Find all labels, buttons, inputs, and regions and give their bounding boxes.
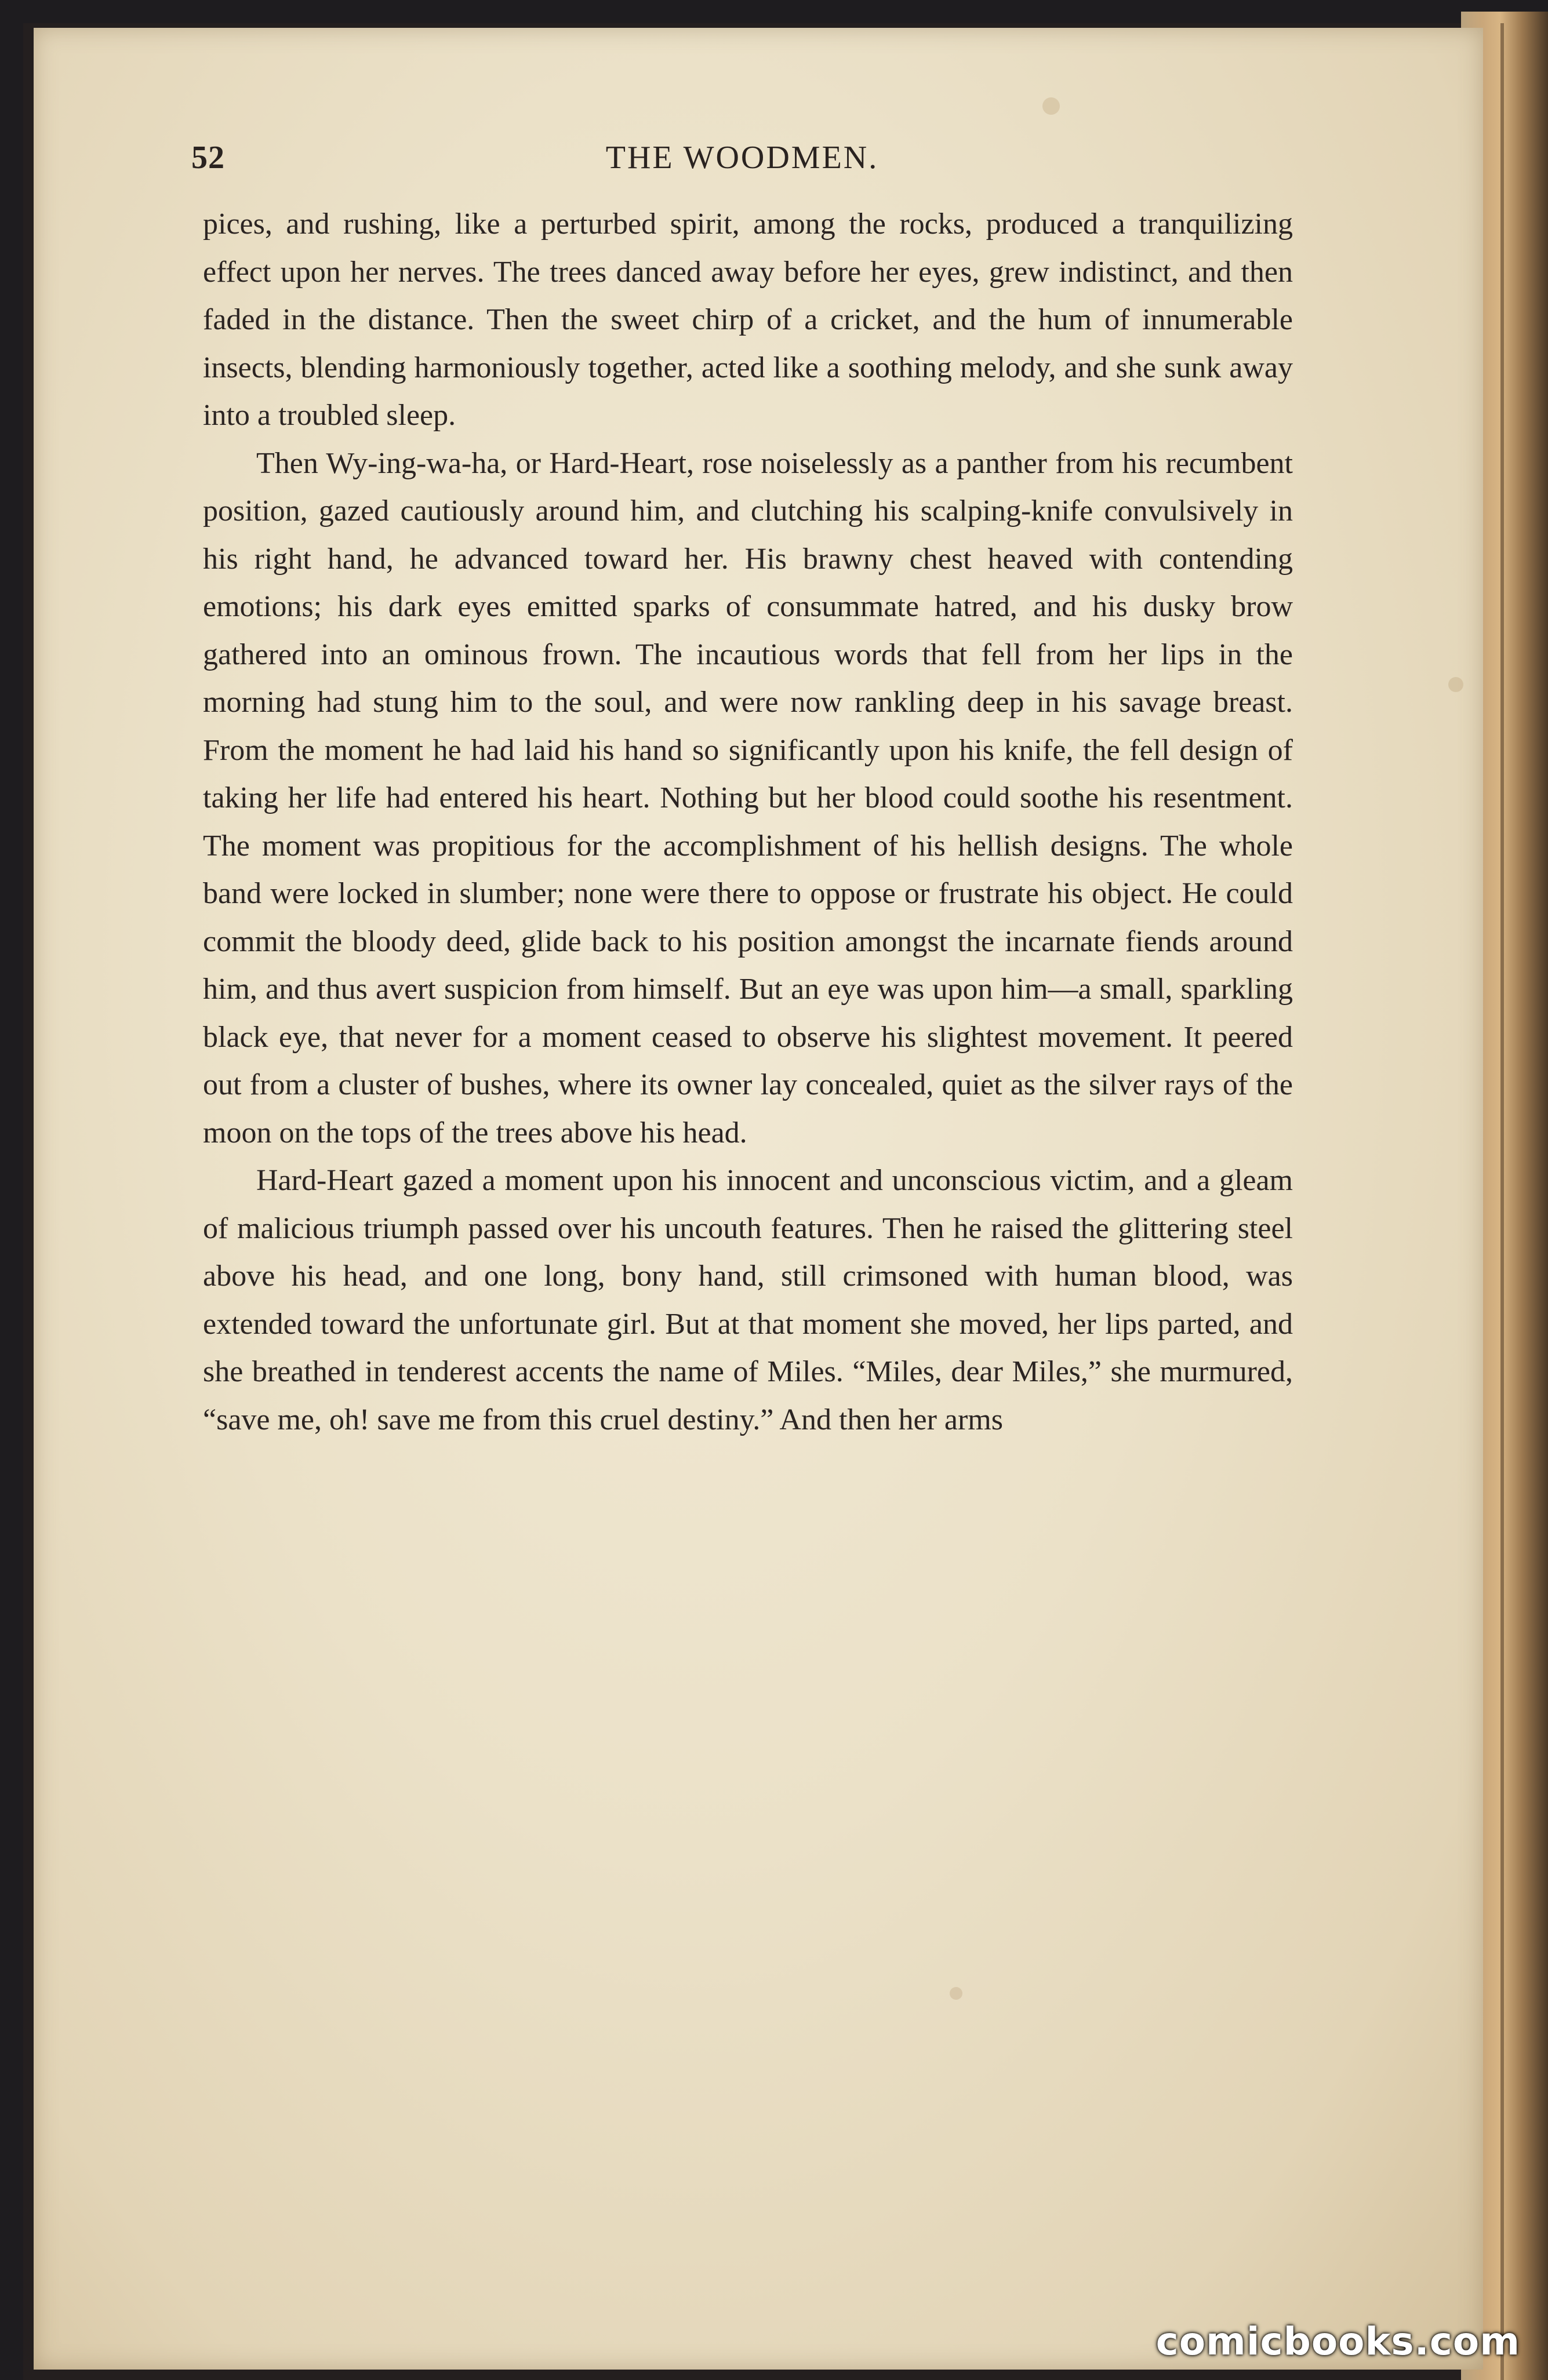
paragraph-continued: pices, and rushing, like a perturbed spirit, among the rocks, produced a tranquilizing effect upon her nerves. The trees danced away before her eyes, grew indistinct, and then faded in the distance. Then the sweet chirp of a cricket, and the hum of innumerable insects, blending harmoniously together, acted like a soothing melody, and she sunk away into a troubled sleep. <box>203 208 1293 432</box>
page-edge-line <box>1500 23 1504 2380</box>
paper-spot <box>1042 97 1060 115</box>
body-text <box>203 201 1293 1444</box>
paper-spot <box>950 1987 962 2000</box>
running-head: THE WOODMEN. <box>605 140 879 176</box>
watermark: comicbooks.com <box>1155 2319 1520 2364</box>
page-number: 52 <box>191 140 225 176</box>
paper-spot <box>1448 677 1463 692</box>
paragraph: Hard-Heart gazed a moment upon his innocent and unconscious victim, and a gleam of malicious triumph passed over his uncouth features. Then he raised the glittering steel above his head, and one long, bony hand, still crimsoned with human blood, was extended toward the unfortunate girl. But at that moment she moved, her lips parted, and she breathed in tenderest accents the name of Miles. “Miles, dear Miles,” she murmured, “save me, oh! save me from this cruel destiny.” And then her arms <box>203 1164 1293 1436</box>
paragraph: Then Wy-ing-wa-ha, or Hard-Heart, rose noiselessly as a panther from his recumbent position, gazed cautiously around him, and clutching his scalping-knife convulsively in his right hand, he advanced toward her. His brawny chest heaved with contending emotions; his dark eyes emitted sparks of consummate hatred, and his dusky brow gathered into an ominous frown. The incautious words that fell from her lips in the morning had stung him to the soul, and were now rankling deep in his savage breast. From the moment he had laid his hand so significantly upon his knife, the fell design of taking her life had entered his heart. Nothing but her blood could soothe his resentment. The moment was propitious for the accomplishment of his hellish designs. The whole band were locked in slumber; none were there to oppose or frustrate his object. He could commit the bloody deed, glide back to his position amongst the incarnate fiends around him, and thus avert suspicion from himself. But an eye was upon him—a small, sparkling black eye, that never for a moment ceased to observe his slightest movement. It peered out from a cluster of bushes, where its owner lay concealed, quiet as the silver rays of the moon on the tops of the trees above his head. <box>203 446 1293 1149</box>
page-header <box>191 139 1293 191</box>
